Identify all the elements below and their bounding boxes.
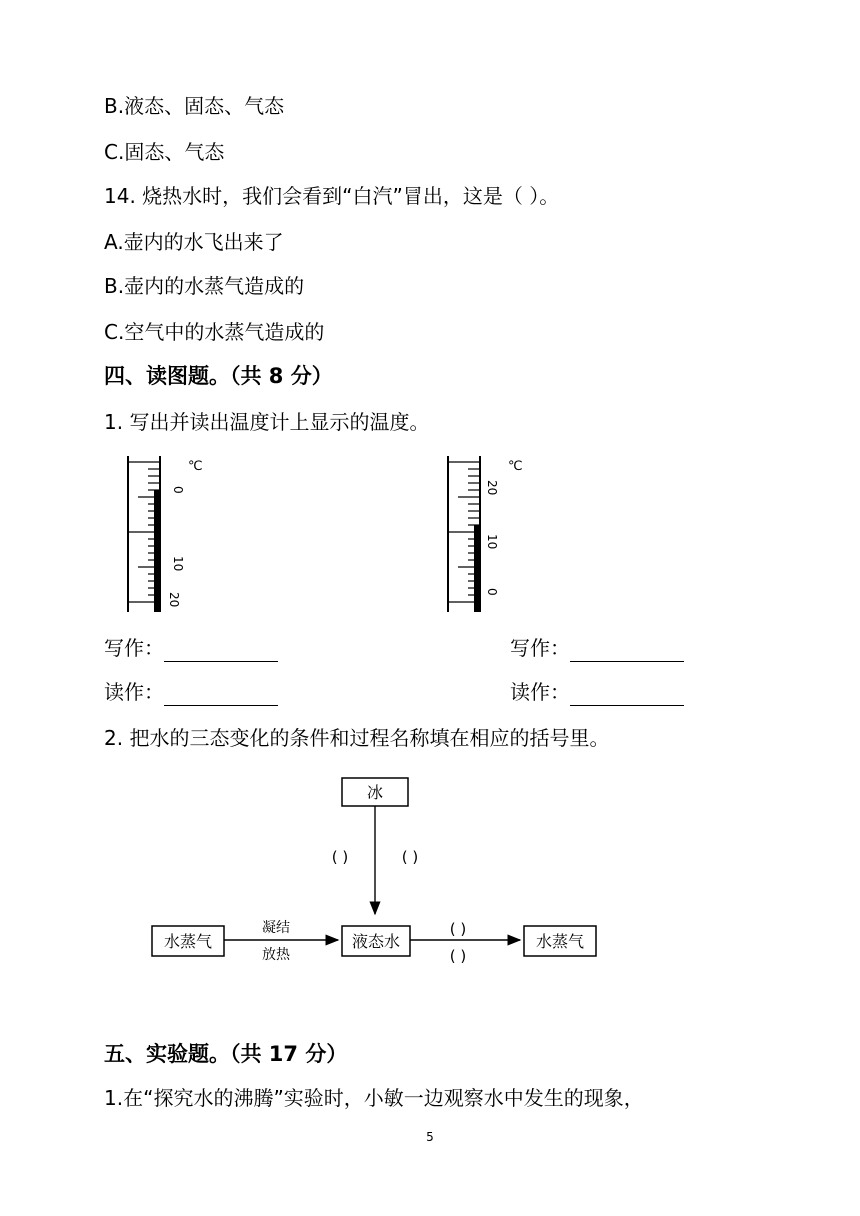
section-5-question-1: 1.在“探究水的沸腾”实验时，小敏一边观察水中发生的现象，	[104, 1086, 644, 1110]
answer-blank[interactable]	[164, 641, 278, 662]
section-4-heading: 四、读图题。（共 8 分）	[104, 364, 333, 388]
q14-option-c: C.空气中的水蒸气造成的	[104, 320, 325, 344]
evaporate-name-blank: ( )	[449, 920, 467, 938]
answer-write-1	[104, 634, 278, 662]
steam-left-label: 水蒸气	[163, 932, 213, 951]
mercury-column	[474, 525, 480, 612]
tick-label: 10	[485, 534, 499, 550]
ice-label: 冰	[366, 783, 384, 802]
answer-write-2	[510, 634, 684, 662]
condense-name: 凝结	[262, 920, 290, 936]
answer-blank[interactable]	[164, 685, 278, 706]
answer-blank[interactable]	[570, 685, 684, 706]
q13-option-c: C.固态、气态	[104, 140, 225, 164]
liquid-water-label: 液态水	[351, 932, 401, 951]
unit-label: ℃	[508, 459, 523, 474]
answer-read-2	[510, 678, 684, 706]
read-label: 读作：	[510, 680, 570, 704]
tick-label: 0	[485, 588, 499, 596]
answer-blank[interactable]	[570, 641, 684, 662]
q14-option-b: B.壶内的水蒸气造成的	[104, 274, 305, 298]
write-label: 写作：	[104, 636, 164, 660]
tick-label: 20	[167, 592, 181, 608]
question-14: 14. 烧热水时，我们会看到“白汽”冒出，这是（ ）。	[104, 184, 560, 208]
tick-label: 20	[485, 480, 499, 496]
thermometer-1	[104, 450, 224, 616]
q14-option-a: A.壶内的水飞出来了	[104, 230, 284, 254]
q13-option-b: B.液态、固态、气态	[104, 94, 285, 118]
read-label: 读作：	[104, 680, 164, 704]
section-4-question-2: 2. 把水的三态变化的条件和过程名称填在相应的括号里。	[104, 726, 610, 750]
page-number: 5	[426, 1130, 434, 1144]
tick-label: 10	[171, 556, 185, 572]
write-label: 写作：	[510, 636, 570, 660]
condense-condition: 放热	[262, 947, 290, 963]
answer-read-1	[104, 678, 278, 706]
steam-right-label: 水蒸气	[535, 932, 585, 951]
unit-label: ℃	[188, 459, 203, 474]
water-state-diagram	[130, 768, 670, 974]
thermometer-2	[424, 450, 564, 616]
tick-label: 0	[171, 486, 185, 494]
mercury-column	[154, 490, 160, 612]
melt-condition-blank: ( )	[401, 848, 419, 866]
evaporate-condition-blank: ( )	[449, 947, 467, 965]
section-4-question-1: 1. 写出并读出温度计上显示的温度。	[104, 410, 430, 434]
section-5-heading: 五、实验题。（共 17 分）	[104, 1042, 348, 1066]
melt-name-blank: ( )	[331, 848, 349, 866]
